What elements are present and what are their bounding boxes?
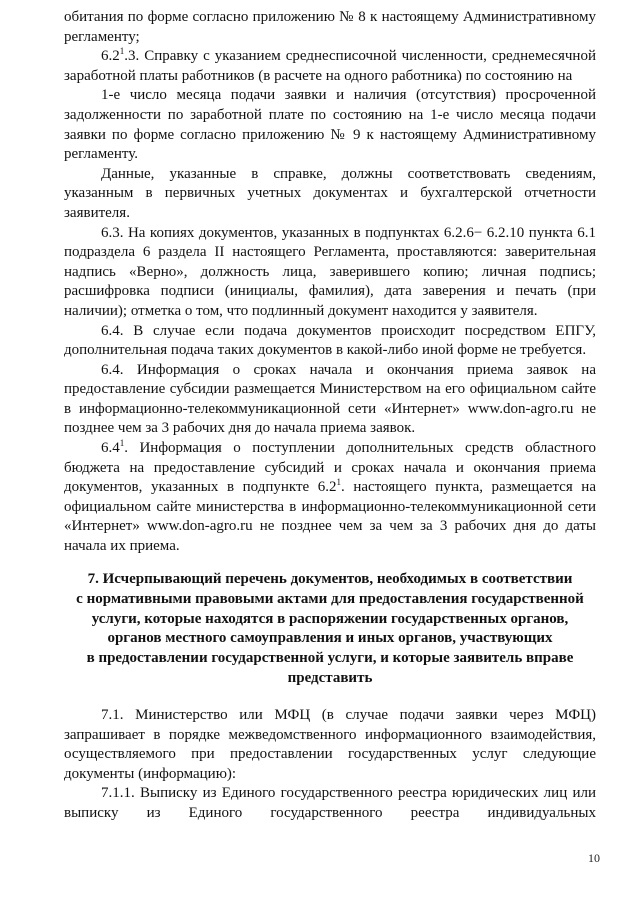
paragraph-2-superscript: 1 [119,46,125,57]
body-text-upper [64,8,596,557]
body-text-lower [64,706,596,824]
paragraph-5: 6.3. На копиях документов, указанных в подпунктах 6.2.6− 6.2.10 пункта 6.1 подраздела 6 раздела II настоящего Регламента, проставляются: заверительная надпись «Верно», должность лица, заверившего копию; личная подпись; расшифровка подписи (инициалы, фамилия), дата заверения и печать (при наличии); отметка о том, что подлинный документ находится у заявителя. [64,224,596,319]
paragraph-8-superscript: 1 [119,438,125,449]
paragraph-2-prefix: 6.2 [101,48,120,65]
paragraph-10: 7.1.1. Выписку из Единого государственного реестра юридических лиц или выписку из Единого государственного реестра индивидуальных [64,785,596,821]
heading-line: органов местного самоуправления и иных органов, участвующих [107,630,553,647]
paragraph-8-text: . Информация о поступлении дополнительных средств областного бюджета на предоставление субсидий и сроках начала и окончания приема документов, указанных в подпункте 6.2 [64,440,596,496]
paragraph-8-text-end: . настоящего пункта, размещается на официальном сайте министерства в информационно-телекоммуникационной сети «Интернет» www.don-agro.ru не позднее чем за чем за 3 рабочих дня до даты начала их приема. [64,479,596,555]
paragraph-8-superscript-2: 1 [336,477,342,488]
page-number: 10 [588,851,600,865]
paragraph-2-text: .3. Справку с указанием среднесписочной численности, среднемесячной заработной платы работников (в расчете на одного работника) по состоянию на [64,48,596,84]
heading-line: услуги, которые находятся в распоряжении государственных органов, [91,610,569,627]
heading-line: с нормативными правовыми актами для предоставления государственной [76,590,584,607]
paragraph-7: 6.4. Информация о сроках начала и окончания приема заявок на предоставление субсидии размещается Министерством на его официальном сайте в информационно-телекоммуникационной сети «Интернет» www.don-agro.ru не позднее чем за 3 рабочих дня до начала приема заявок. [64,361,596,437]
paragraph-9: 7.1. Министерство или МФЦ (в случае подачи заявки через МФЦ) запрашивает в порядке межведомственного информационного взаимодействия, осуществляемого при предоставлении государственных услуг следующие документы (информацию): [64,707,596,782]
heading-line: в предоставлении государственной услуги, и которые заявитель вправе [86,650,574,667]
paragraph-8 [64,439,596,557]
heading-line: представить [287,669,373,686]
paragraph-4: Данные, указанные в справке, должны соответствовать сведениям, указанным в первичных учетных документах и бухгалтерской отчетности заявителя. [64,165,596,221]
paragraph-6: 6.4. В случае если подача документов происходит посредством ЕПГУ, дополнительная подача таких документов в какой-либо иной форме не требуется. [64,322,596,359]
section-7-heading [64,570,596,689]
paragraph-2 [64,47,596,86]
paragraph-3: 1-е число месяца подачи заявки и наличия (отсутствия) просроченной задолженности по заработной плате по состоянию на 1-е число месяца подачи заявки по форме согласно приложению № 9 к настоящему Административному регламенту. [64,87,596,163]
paragraph-8-prefix: 6.4 [101,440,120,457]
heading-line: 7. Исчерпывающий перечень документов, необходимых в соответствии [87,571,573,587]
paragraph-1: обитания по форме согласно приложению № 8 к настоящему Административному регламенту; [64,9,596,45]
